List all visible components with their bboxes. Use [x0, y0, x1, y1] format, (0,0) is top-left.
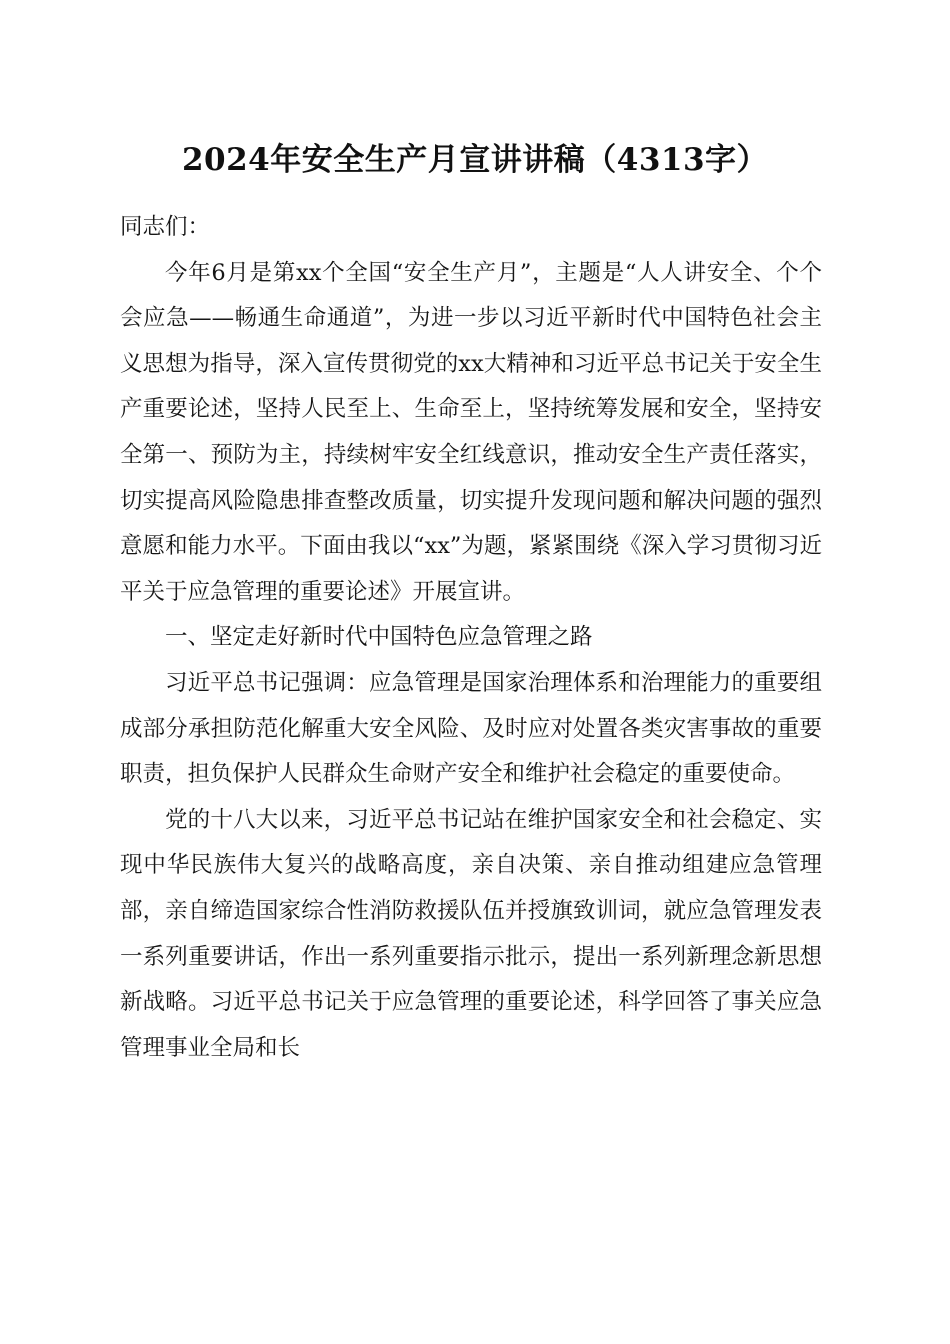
document-title: 2024年安全生产月宣讲讲稿（4313字）: [181, 142, 769, 178]
document-body: [120, 205, 822, 1071]
section-heading: 一、坚定走好新时代中国特色应急管理之路: [165, 624, 593, 651]
paragraph-intro: 今年6月是第xx个全国“安全生产月”，主题是“人人讲安全、个个会应急——畅通生命通道”，为进一步以习近平新时代中国特色社会主义思想为指导，深入宣传贯彻党的xx大精神和习近平总书记关于安全生产重要论述，坚持人民至上、生命至上，坚持统筹发展和安全，坚持安全第一、预防为主，持续树牢安全红线意识，推动安全生产责任落实，切实提高风险隐患排查整改质量，切实提升发现问题和解决问题的强烈意愿和能力水平。下面由我以“xx”为题，紧紧围绕《深入学习贯彻习近平关于应急管理的重要论述》开展宣讲。: [120, 259, 822, 605]
salutation: 同志们：: [120, 214, 211, 240]
paragraph-quote: 习近平总书记强调：应急管理是国家治理体系和治理能力的重要组成部分承担防范化解重大安全风险、及时应对处置各类灾害事故的重要职责，担负保护人民群众生命财产安全和维护社会稳定的重要使命。: [120, 669, 822, 788]
paragraph-history: 党的十八大以来，习近平总书记站在维护国家安全和社会稳定、实现中华民族伟大复兴的战略高度，亲自决策、亲自推动组建应急管理部，亲自缔造国家综合性消防救援队伍并授旗致训词，就应急管理发表一系列重要讲话，作出一系列重要指示批示，提出一系列新理念新思想新战略。习近平总书记关于应急管理的重要论述，科学回答了事关应急管理事业全局和长: [120, 806, 822, 1061]
